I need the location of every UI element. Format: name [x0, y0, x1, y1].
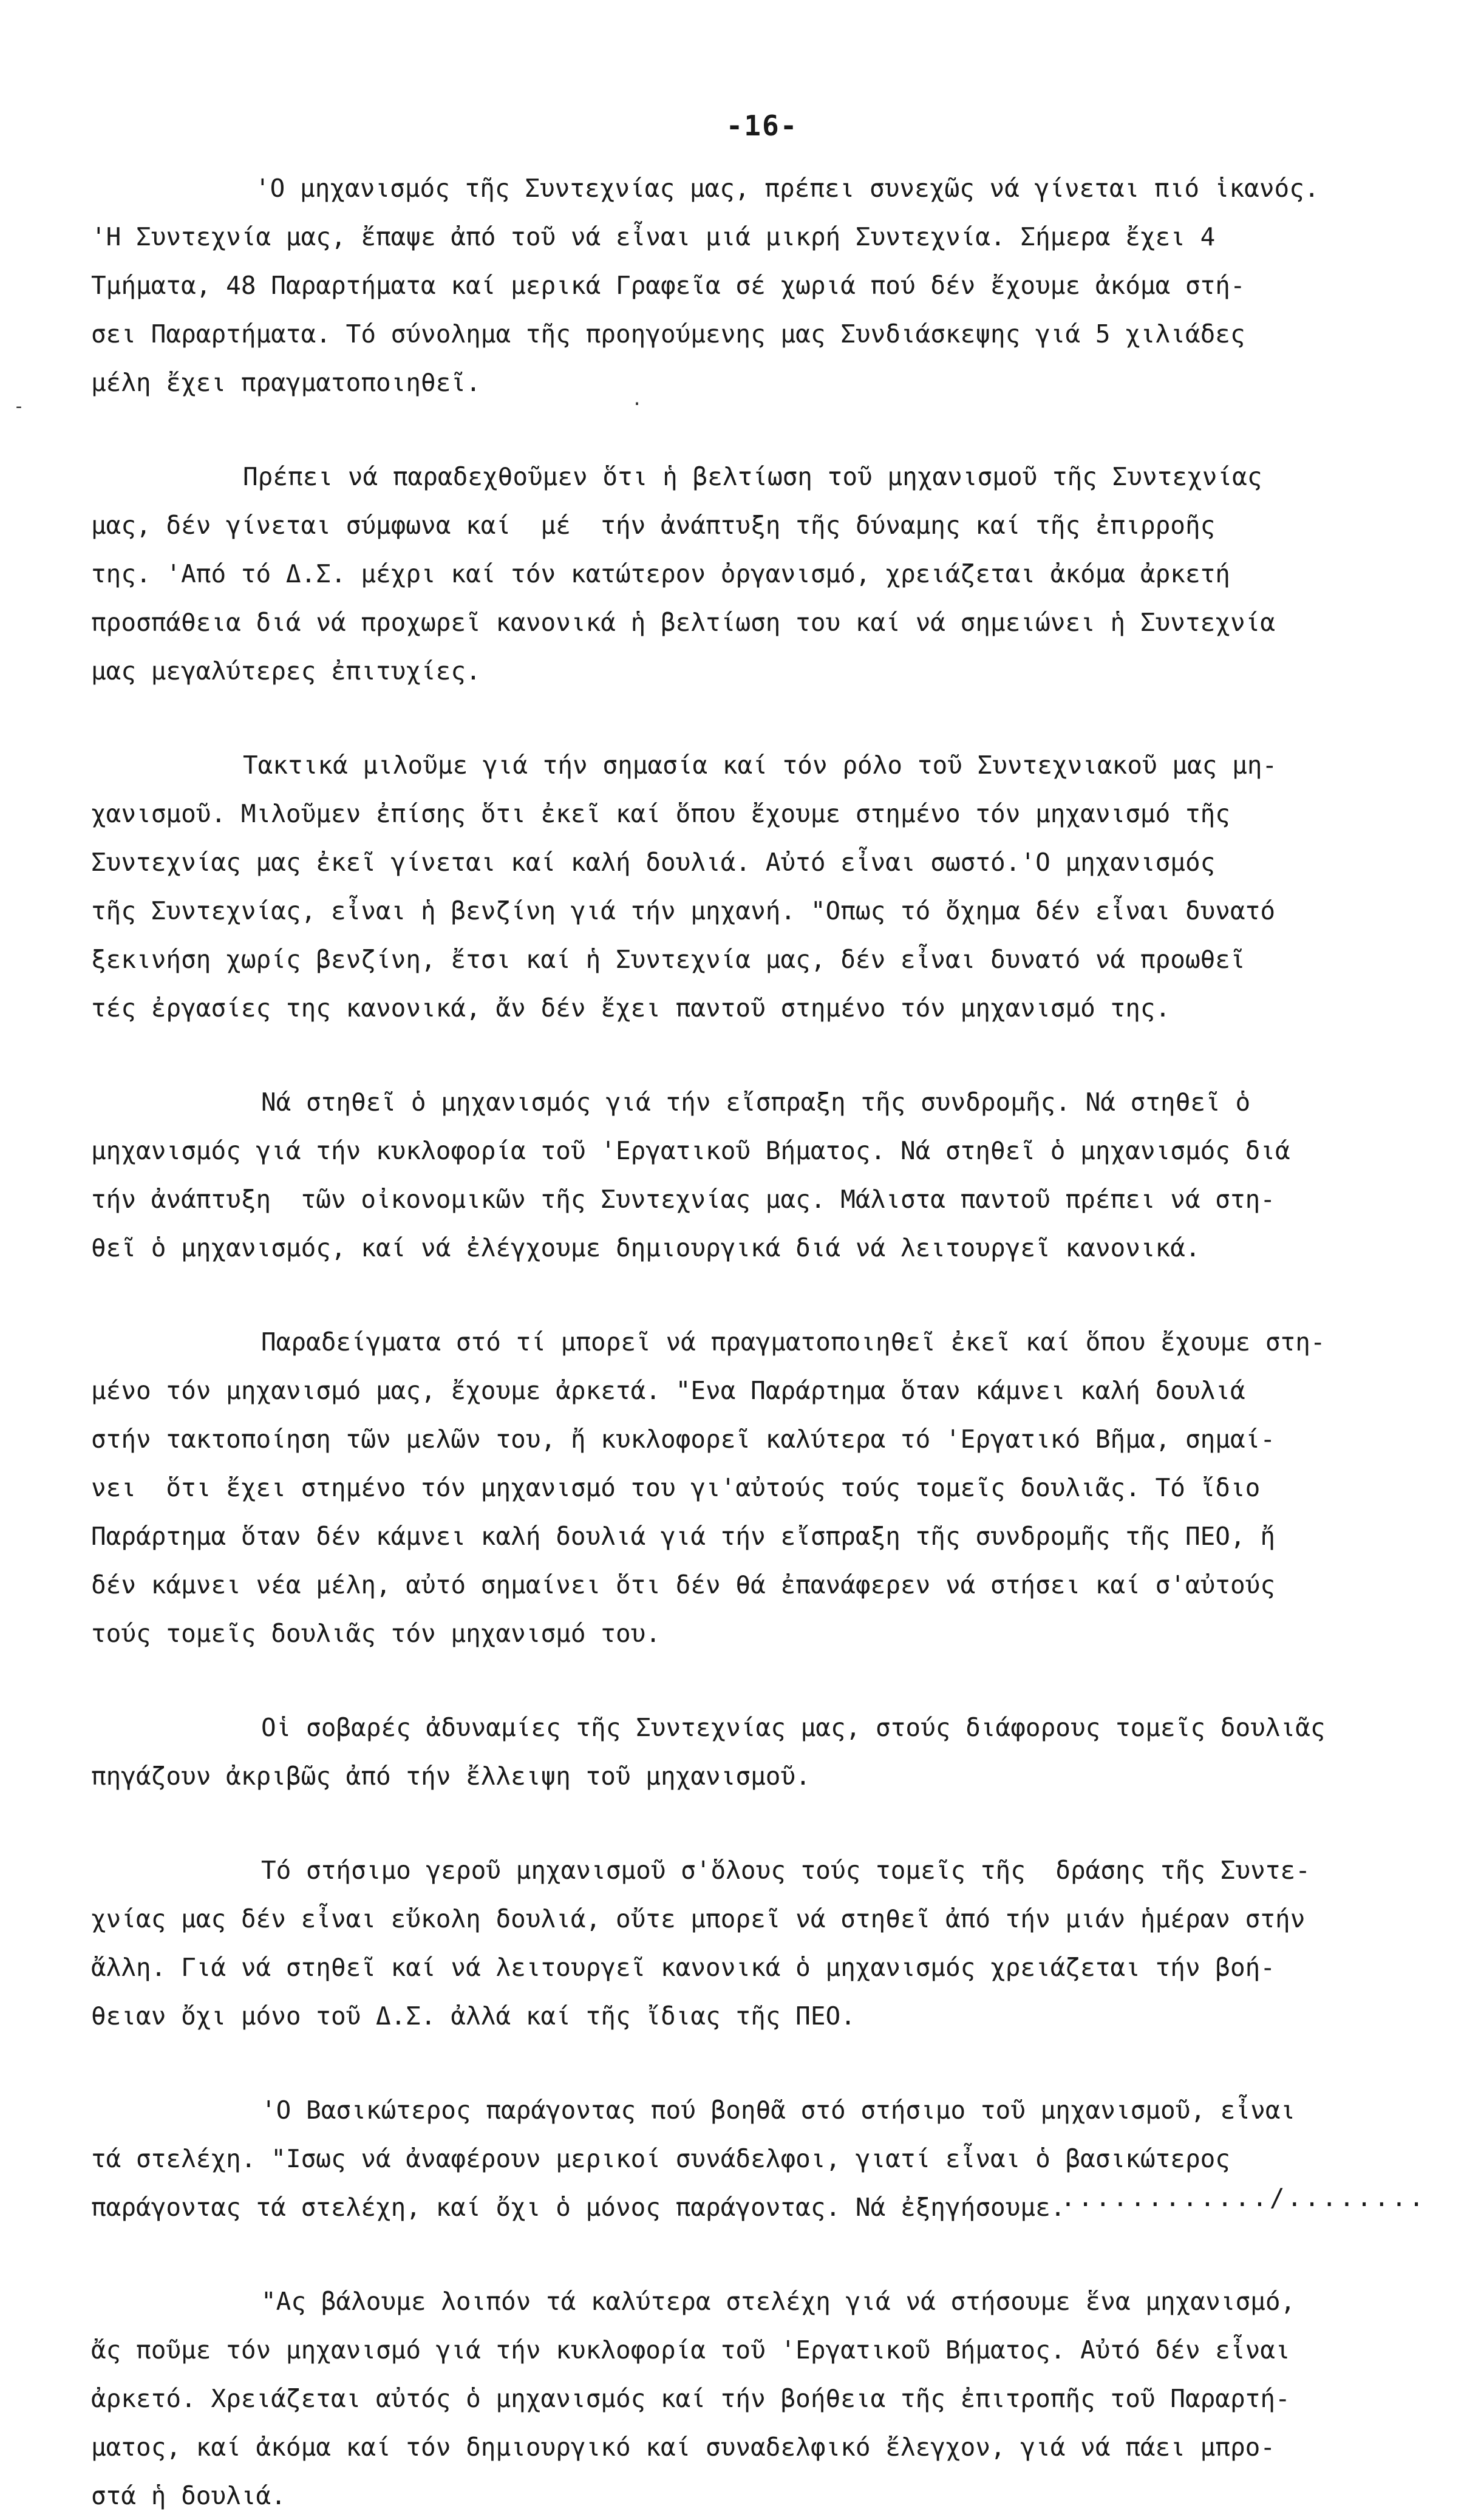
- text-line: μας μεγαλύτερες ἐπιτυχίες.: [91, 656, 481, 686]
- text-line: Παραδείγματα στό τί μπορεῖ νά πραγματοποιηθεῖ ἐκεῖ καί ὅπου ἔχουμε στη-: [261, 1327, 1326, 1357]
- margin-dot-mark: .: [632, 389, 643, 410]
- margin-dash-mark: -: [13, 396, 25, 417]
- text-line: Οἱ σοβαρές ἀδυναμίες τῆς Συντεχνίας μας, στούς διάφορους τομεῖς δουλιᾶς: [261, 1713, 1326, 1742]
- text-line: ἄς ποῦμε τόν μηχανισμό γιά τήν κυκλοφορία τοῦ 'Εργατικοῦ Βήματος. Αὐτό δέν εἶναι: [91, 2335, 1290, 2365]
- text-line: ἄλλη. Γιά νά στηθεῖ καί νά λειτουργεῖ κανονικά ὁ μηχανισμός χρειάζεται τήν βοή-: [91, 1953, 1276, 1982]
- text-line: τούς τομεῖς δουλιᾶς τόν μηχανισμό του.: [91, 1619, 661, 1648]
- text-line: μένο τόν μηχανισμό μας, ἔχουμε ἀρκετά. "Ενα Παράρτημα ὅταν κάμνει καλή δουλιά: [91, 1376, 1245, 1405]
- text-line: στήν τακτοποίηση τῶν μελῶν του, ἤ κυκλοφορεῖ καλύτερα τό 'Εργατικό Βῆμα, σημαί-: [91, 1425, 1276, 1454]
- text-line: νει ὅτι ἔχει στημένο τόν μηχανισμό του γι'αὐτούς τούς τομεῖς δουλιᾶς. Τό ἴδιο: [91, 1473, 1261, 1502]
- text-line: τήν ἀνάπτυξη τῶν οἰκονομικῶν τῆς Συντεχνίας μας. Μάλιστα παντοῦ πρέπει νά στη-: [91, 1185, 1276, 1214]
- text-line: προσπάθεια διά νά προχωρεῖ κανονικά ἡ βελτίωση του καί νά σημειώνει ἡ Συντεχνία: [91, 608, 1276, 637]
- text-line: τές ἐργασίες της κανονικά, ἄν δέν ἔχει παντοῦ στημένο τόν μηχανισμό της.: [91, 993, 1171, 1023]
- text-line: 'Η Συντεχνία μας, ἔπαψε ἀπό τοῦ νά εἶναι μιά μικρή Συντεχνία. Σήμερα ἔχει 4: [91, 222, 1216, 251]
- text-line: σει Παραρτήματα. Τό σύνολημα τῆς προηγούμενης μας Συνδιάσκεψης γιά 5 χιλιάδες: [91, 319, 1245, 349]
- text-line: Νά στηθεῖ ὁ μηχανισμός γιά τήν εἴσπραξη τῆς συνδρομῆς. Νά στηθεῖ ὁ: [261, 1088, 1251, 1117]
- text-line: χνίας μας δέν εἶναι εὔκολη δουλιά, οὔτε μπορεῖ νά στηθεῖ ἀπό τήν μιάν ἡμέραν στήν: [91, 1904, 1306, 1933]
- text-line: μέλη ἔχει πραγματοποιηθεῖ.: [91, 368, 481, 397]
- document-body: [91, 164, 1451, 2520]
- text-line: τῆς Συντεχνίας, εἶναι ἡ βενζίνη γιά τήν μηχανή. "Οπως τό ὄχημα δέν εἶναι δυνατό: [91, 896, 1276, 925]
- text-line: Συντεχνίας μας ἐκεῖ γίνεται καί καλή δουλιά. Αὐτό εἶναι σωστό.'Ο μηχανισμός: [91, 848, 1216, 877]
- text-line: Τό στήσιμο γεροῦ μηχανισμοῦ σ'ὅλους τούς τομεῖς τῆς δράσης τῆς Συντε-: [261, 1856, 1310, 1885]
- text-line: μας, δέν γίνεται σύμφωνα καί μέ τήν ἀνάπτυξη τῆς δύναμης καί τῆς ἐπιρροῆς: [91, 511, 1216, 540]
- text-line: πηγάζουν ἀκριβῶς ἀπό τήν ἔλλειψη τοῦ μηχανισμοῦ.: [91, 1762, 811, 1791]
- text-line: της. 'Από τό Δ.Σ. μέχρι καί τόν κατώτερον ὀργανισμό, χρειάζεται ἀκόμα ἀρκετή: [91, 559, 1230, 588]
- text-line: ματος, καί ἀκόμα καί τόν δημιουργικό καί συναδελφικό ἔλεγχον, γιά νά πάει μπρο-: [91, 2433, 1276, 2462]
- text-line: θειαν ὄχι μόνο τοῦ Δ.Σ. ἀλλά καί τῆς ἴδιας τῆς ΠΕΟ.: [91, 2001, 856, 2031]
- continuation-mark: ............/........: [1060, 2183, 1426, 2212]
- text-line: Τμήματα, 48 Παραρτήματα καί μερικά Γραφεῖα σέ χωριά πού δέν ἔχουμε ἀκόμα στή-: [91, 271, 1245, 300]
- text-line: Παράρτημα ὅταν δέν κάμνει καλή δουλιά γιά τήν εἴσπραξη τῆς συνδρομῆς τῆς ΠΕΟ, ἤ: [91, 1522, 1276, 1551]
- text-line: τά στελέχη. "Ισως νά ἀναφέρουν μερικοί συνάδελφοι, γιατί εἶναι ὁ βασικώτερος: [91, 2144, 1230, 2173]
- text-line: Τακτικά μιλοῦμε γιά τήν σημασία καί τόν ρόλο τοῦ Συντεχνιακοῦ μας μη-: [243, 751, 1278, 780]
- text-line: στά ἡ δουλιά.: [91, 2481, 286, 2510]
- text-line: μηχανισμός γιά τήν κυκλοφορία τοῦ 'Εργατικοῦ Βήματος. Νά στηθεῖ ὁ μηχανισμός διά: [91, 1136, 1290, 1165]
- text-line: χανισμοῦ. Μιλοῦμεν ἐπίσης ὅτι ἐκεῖ καί ὅπου ἔχουμε στημένο τόν μηχανισμό τῆς: [91, 799, 1230, 828]
- text-line: ξεκινήση χωρίς βενζίνη, ἔτσι καί ἡ Συντεχνία μας, δέν εἶναι δυνατό νά προωθεῖ: [91, 945, 1245, 974]
- text-line: 'Ο Βασικώτερος παράγοντας πού βοηθᾶ στό στήσιμο τοῦ μηχανισμοῦ, εἶναι: [261, 2096, 1296, 2125]
- text-line: Πρέπει νά παραδεχθοῦμεν ὅτι ἡ βελτίωση τοῦ μηχανισμοῦ τῆς Συντεχνίας: [243, 462, 1262, 491]
- text-line: "Ας βάλουμε λοιπόν τά καλύτερα στελέχη γιά νά στήσουμε ἕνα μηχανισμό,: [261, 2287, 1296, 2316]
- text-line: παράγοντας τά στελέχη, καί ὄχι ὁ μόνος παράγοντας. Νά ἐξηγήσουμε.: [91, 2193, 1066, 2222]
- text-line: δέν κάμνει νέα μέλη, αὐτό σημαίνει ὅτι δέν θά ἐπανάφερεν νά στήσει καί σ'αὐτούς: [91, 1570, 1276, 1599]
- text-line: θεῖ ὁ μηχανισμός, καί νά ἐλέγχουμε δημιουργικά διά νά λειτουργεῖ κανονικά.: [91, 1233, 1200, 1262]
- text-line: 'Ο μηχανισμός τῆς Συντεχνίας μας, πρέπει συνεχῶς νά γίνεται πιό ἱκανός.: [255, 174, 1319, 203]
- page-number: -16-: [726, 109, 798, 142]
- text-line: ἀρκετό. Χρειάζεται αὐτός ὁ μηχανισμός καί τήν βοήθεια τῆς ἐπιτροπῆς τοῦ Παραρτή-: [91, 2384, 1290, 2413]
